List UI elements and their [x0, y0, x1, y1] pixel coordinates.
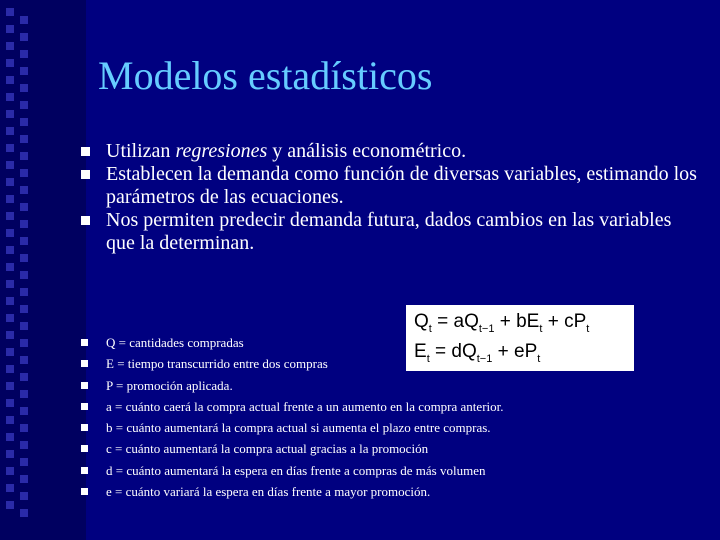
decorative-squares-column	[6, 8, 16, 518]
decorative-square	[20, 373, 28, 381]
definition-text: E = tiempo transcurrido entre dos compras	[106, 356, 328, 372]
decorative-square	[20, 458, 28, 466]
equation-e	[414, 341, 540, 365]
definition-text: d = cuánto aumentará la espera en días frente a compras de más volumen	[106, 462, 486, 478]
definition-item	[80, 481, 700, 502]
bullet-text: y análisis econométrico.	[267, 140, 467, 162]
decorative-square	[20, 254, 28, 262]
decorative-square	[6, 433, 14, 441]
definition-item	[80, 438, 700, 459]
decorative-square	[6, 297, 14, 305]
decorative-square	[20, 169, 28, 177]
decorative-square	[20, 356, 28, 364]
eq-subscript: t	[428, 322, 432, 335]
decorative-square	[20, 407, 28, 415]
definition-text: e = cuánto variará la espera en días frente a mayor promoción.	[106, 484, 431, 500]
decorative-square	[20, 424, 28, 432]
decorative-square	[6, 280, 14, 288]
bullet-square-icon	[81, 360, 88, 367]
bullet-item	[80, 163, 700, 209]
bullet-text: Utilizan	[106, 140, 176, 162]
definition-item	[80, 460, 700, 481]
decorative-square	[20, 339, 28, 347]
decorative-square	[6, 42, 14, 50]
slide-title: Modelos estadísticos	[98, 53, 433, 98]
decorative-square	[20, 84, 28, 92]
decorative-square	[20, 50, 28, 58]
decorative-square	[6, 450, 14, 458]
decorative-square	[6, 127, 14, 135]
eq-term: + eP	[492, 341, 538, 362]
decorative-square	[6, 144, 14, 152]
eq-term: = aQ	[431, 311, 479, 332]
equation-q	[414, 311, 589, 335]
decorative-square	[6, 501, 14, 509]
eq-symbol: E	[414, 341, 427, 362]
decorative-square	[6, 212, 14, 220]
decorative-square	[6, 195, 14, 203]
eq-subscript: t	[586, 322, 590, 335]
decorative-square	[20, 475, 28, 483]
decorative-square	[6, 331, 14, 339]
bullet-square-icon	[81, 382, 88, 389]
decorative-square	[20, 220, 28, 228]
decorative-square	[6, 161, 14, 169]
eq-subscript: t	[539, 322, 543, 335]
bullet-square-icon	[81, 147, 90, 156]
decorative-square	[6, 382, 14, 390]
eq-term: = dQ	[429, 341, 477, 362]
bullet-item	[80, 140, 700, 163]
bullet-text: Establecen la demanda como función de diversas variables, estimando los parámetros de las ecuaciones.	[106, 163, 697, 208]
eq-subscript: t	[537, 352, 541, 365]
decorative-square	[20, 322, 28, 330]
bullet-square-icon	[81, 216, 90, 225]
definition-item	[80, 417, 700, 438]
eq-subscript: t−1	[478, 322, 495, 335]
decorative-square	[6, 467, 14, 475]
decorative-square	[20, 288, 28, 296]
decorative-square	[6, 484, 14, 492]
eq-term: + bE	[494, 311, 540, 332]
decorative-square	[20, 152, 28, 160]
decorative-square	[6, 76, 14, 84]
main-bullet-list	[80, 140, 700, 255]
decorative-square	[20, 390, 28, 398]
definition-item	[80, 396, 700, 417]
bullet-item	[80, 209, 700, 255]
definition-text: b = cuánto aumentará la compra actual si aumenta el plazo entre compras.	[106, 420, 491, 436]
definition-text: c = cuánto aumentará la compra actual gracias a la promoción	[106, 441, 429, 457]
decorative-square	[6, 93, 14, 101]
eq-subscript: t	[426, 352, 430, 365]
eq-symbol: Q	[414, 311, 429, 332]
decorative-square	[20, 16, 28, 24]
decorative-square	[20, 203, 28, 211]
decorative-square	[6, 399, 14, 407]
definition-text: P = promoción aplicada.	[106, 377, 233, 393]
decorative-square	[6, 25, 14, 33]
decorative-square	[20, 492, 28, 500]
decorative-square	[20, 135, 28, 143]
decorative-square	[6, 246, 14, 254]
decorative-square	[20, 118, 28, 126]
decorative-square	[6, 8, 14, 16]
decorative-square	[20, 67, 28, 75]
bullet-square-icon	[81, 339, 88, 346]
decorative-square	[6, 59, 14, 67]
decorative-square	[20, 186, 28, 194]
equations-box	[406, 305, 634, 371]
decorative-square	[6, 365, 14, 373]
bullet-square-icon	[81, 445, 88, 452]
eq-subscript: t−1	[476, 352, 493, 365]
decorative-left-band	[0, 0, 86, 540]
definition-item	[80, 375, 700, 396]
definition-text: Q = cantidades compradas	[106, 335, 244, 350]
decorative-square	[20, 305, 28, 313]
decorative-square	[20, 509, 28, 517]
bullet-text: Nos permiten predecir demanda futura, dados cambios en las variables que la determinan.	[106, 209, 672, 254]
bullet-square-icon	[81, 170, 90, 179]
bullet-text-emphasis: regresiones	[175, 140, 268, 162]
decorative-squares-column	[20, 16, 30, 526]
decorative-square	[20, 237, 28, 245]
decorative-square	[20, 441, 28, 449]
decorative-square	[20, 101, 28, 109]
decorative-square	[20, 33, 28, 41]
decorative-square	[6, 263, 14, 271]
decorative-square	[6, 178, 14, 186]
definition-text: a = cuánto caerá la compra actual frente a un aumento en la compra anterior.	[106, 398, 504, 414]
decorative-square	[6, 110, 14, 118]
bullet-square-icon	[81, 488, 88, 495]
decorative-square	[6, 348, 14, 356]
decorative-square	[6, 416, 14, 424]
bullet-square-icon	[81, 403, 88, 410]
decorative-square	[6, 229, 14, 237]
bullet-square-icon	[81, 467, 88, 474]
bullet-square-icon	[81, 424, 88, 431]
decorative-square	[6, 314, 14, 322]
eq-term: + cP	[542, 311, 587, 332]
decorative-square	[20, 271, 28, 279]
